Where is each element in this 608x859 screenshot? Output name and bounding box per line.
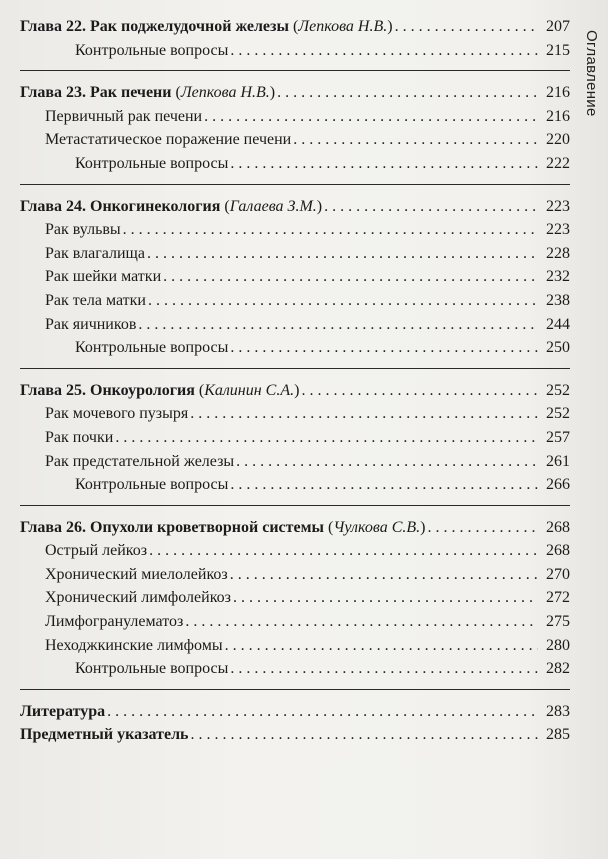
page-number: 223 xyxy=(546,197,570,215)
divider xyxy=(20,70,570,71)
section-entry[interactable] xyxy=(20,39,570,63)
divider xyxy=(20,505,570,506)
leader-dots xyxy=(163,265,538,289)
chapter-title: Глава 26. Опухоли кроветворной системы xyxy=(20,518,324,536)
leader-dots xyxy=(293,128,538,152)
page-number: 268 xyxy=(546,518,570,536)
section-entry[interactable] xyxy=(20,634,570,658)
page-number: 228 xyxy=(546,244,570,262)
page-number: 252 xyxy=(546,381,570,399)
leader-dots xyxy=(185,610,538,634)
section-entry[interactable] xyxy=(20,265,570,289)
section-title: Рак яичников xyxy=(45,315,137,333)
section-title: Контрольные вопросы xyxy=(75,154,229,172)
section-entry[interactable] xyxy=(20,539,570,563)
leader-dots xyxy=(230,152,538,176)
page-number: 222 xyxy=(546,154,570,172)
page-number: 215 xyxy=(546,41,570,59)
chapter-24-entry[interactable]: Глава 24. Онкогинекология (Галаева З.М.) . . . 223 xyxy=(20,195,570,219)
section-entry[interactable] xyxy=(20,336,570,360)
section-entry[interactable] xyxy=(20,218,570,242)
section-title: Рак шейки матки xyxy=(45,268,162,286)
chapter-author: Чулкова С.В. xyxy=(333,518,421,536)
leader-dots xyxy=(115,426,538,450)
leader-dots xyxy=(301,379,538,403)
section-title: Рак вульвы xyxy=(45,221,121,239)
chapter-title: Глава 24. Онкогинекология xyxy=(20,197,221,215)
leader-dots xyxy=(230,473,538,497)
page-number: 238 xyxy=(546,291,570,309)
divider xyxy=(20,184,570,185)
page-number: 270 xyxy=(546,565,570,583)
section-title: Острый лейкоз xyxy=(45,542,148,560)
chapter-25-entry[interactable]: Глава 25. Онкоурология (Калинин С.А.) . . . 252 xyxy=(20,379,570,403)
page-number: 282 xyxy=(546,660,570,678)
page-number: 275 xyxy=(546,613,570,631)
section-entry[interactable] xyxy=(20,128,570,152)
section-title: Рак тела матки xyxy=(45,291,146,309)
table-of-contents xyxy=(20,15,570,747)
end-matter-title: Предметный указатель xyxy=(20,726,189,744)
page-number: 244 xyxy=(546,315,570,333)
page-number: 250 xyxy=(546,339,570,357)
section-title: Рак предстательной железы xyxy=(45,452,235,470)
leader-dots xyxy=(277,81,538,105)
section-entry[interactable] xyxy=(20,563,570,587)
section-title: Контрольные вопросы xyxy=(75,339,229,357)
section-entry[interactable] xyxy=(20,657,570,681)
section-title: Рак мочевого пузыря xyxy=(45,405,189,423)
leader-dots xyxy=(233,586,538,610)
section-entry[interactable] xyxy=(20,313,570,337)
page-number: 232 xyxy=(546,268,570,286)
leader-dots xyxy=(324,195,538,219)
page-number: 207 xyxy=(546,18,570,35)
section-title: Хронический лимфолейкоз xyxy=(45,589,231,607)
leader-dots xyxy=(236,450,538,474)
divider xyxy=(20,689,570,690)
page-number: 216 xyxy=(546,107,570,125)
section-entry[interactable] xyxy=(20,152,570,176)
leader-dots xyxy=(148,289,538,313)
leader-dots xyxy=(395,15,538,39)
section-entry[interactable] xyxy=(20,289,570,313)
chapter-26-entry[interactable]: Глава 26. Опухоли кроветворной системы (Чулкова С.В.) . . . 268 xyxy=(20,516,570,540)
section-title: Контрольные вопросы xyxy=(75,41,229,59)
section-title: Неходжкинские лимфомы xyxy=(45,636,223,654)
chapter-title: Глава 22. Рак поджелудочной железы xyxy=(20,18,289,35)
page-number: 285 xyxy=(546,726,570,744)
page-number: 283 xyxy=(546,702,570,720)
section-title: Лимфогранулематоз xyxy=(45,613,184,631)
leader-dots xyxy=(230,563,538,587)
page-number: 216 xyxy=(546,84,570,102)
section-title: Контрольные вопросы xyxy=(75,476,229,494)
chapter-title: Глава 23. Рак печени xyxy=(20,84,172,102)
subject-index-entry[interactable] xyxy=(20,723,570,747)
section-entry[interactable] xyxy=(20,105,570,129)
section-entry[interactable] xyxy=(20,610,570,634)
section-entry[interactable] xyxy=(20,473,570,497)
section-title: Рак почки xyxy=(45,428,114,446)
leader-dots xyxy=(204,105,538,129)
chapter-23-entry[interactable]: Глава 23. Рак печени (Лепкова Н.В.) . . . 216 xyxy=(20,81,570,105)
side-tab-label: Оглавление xyxy=(583,30,600,117)
page-number: 220 xyxy=(546,131,570,149)
section-entry[interactable] xyxy=(20,450,570,474)
section-title: Рак влагалища xyxy=(45,244,145,262)
leader-dots xyxy=(230,336,538,360)
page-number: 257 xyxy=(546,428,570,446)
section-entry[interactable] xyxy=(20,586,570,610)
leader-dots xyxy=(230,657,538,681)
section-title: Хронический миелолейкоз xyxy=(45,565,228,583)
chapter-title: Глава 25. Онкоурология xyxy=(20,381,195,399)
section-title: Контрольные вопросы xyxy=(75,660,229,678)
page-number: 252 xyxy=(546,405,570,423)
end-matter-title: Литература xyxy=(20,702,106,720)
chapter-author: Калинин С.А. xyxy=(204,381,295,399)
section-entry[interactable] xyxy=(20,402,570,426)
leader-dots xyxy=(230,39,538,63)
chapter-author: Галаева З.М. xyxy=(229,197,317,215)
page-number: 261 xyxy=(546,452,570,470)
section-entry[interactable] xyxy=(20,426,570,450)
leader-dots xyxy=(147,242,538,266)
leader-dots xyxy=(138,313,538,337)
divider xyxy=(20,368,570,369)
leader-dots xyxy=(149,539,538,563)
page-number: 266 xyxy=(546,476,570,494)
leader-dots xyxy=(225,634,538,658)
leader-dots xyxy=(107,700,538,724)
section-entry[interactable] xyxy=(20,242,570,266)
section-title: Метастатическое поражение печени xyxy=(45,131,292,149)
chapter-22-entry[interactable]: Глава 22. Рак поджелудочной железы (Лепкова Н.В.) . . . 207 xyxy=(20,15,570,39)
leader-dots xyxy=(190,402,538,426)
leader-dots xyxy=(191,723,538,747)
literature-entry[interactable] xyxy=(20,700,570,724)
section-title: Первичный рак печени xyxy=(45,107,203,125)
page-number: 272 xyxy=(546,589,570,607)
page-number: 223 xyxy=(546,221,570,239)
page-number: 280 xyxy=(546,636,570,654)
leader-dots xyxy=(427,516,538,540)
leader-dots xyxy=(123,218,538,242)
chapter-author: Лепкова Н.В. xyxy=(180,84,270,102)
chapter-author: Лепкова Н.В. xyxy=(298,18,388,35)
page-number: 268 xyxy=(546,542,570,560)
